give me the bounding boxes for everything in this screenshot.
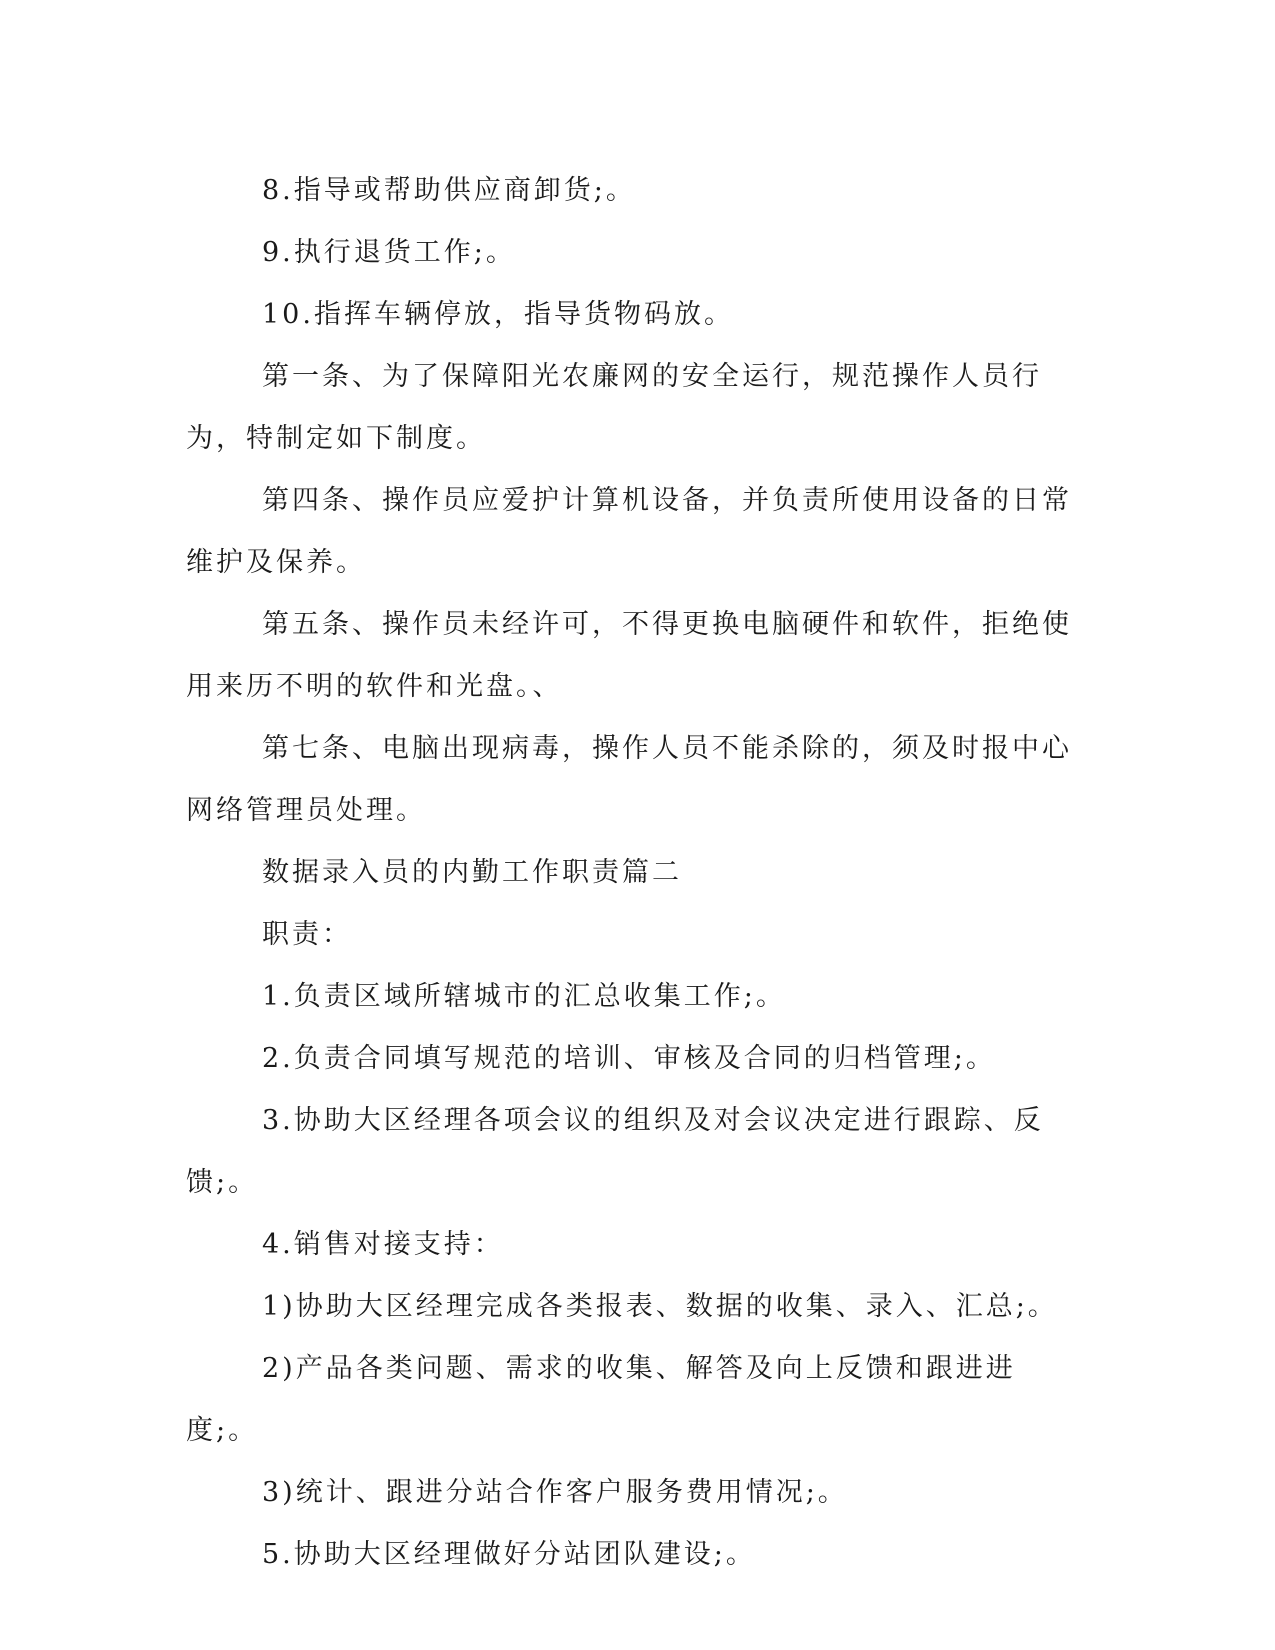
paragraph: 10.指挥车辆停放，指导货物码放。 xyxy=(262,299,734,330)
document-body xyxy=(186,160,1086,1586)
paragraph: 3.协助大区经理各项会议的组织及对会议决定进行跟踪、反馈;。 xyxy=(186,1105,1044,1198)
paragraph: 第四条、操作员应爱护计算机设备，并负责所使用设备的日常维护及保养。 xyxy=(186,485,1072,578)
paragraph: 8.指导或帮助供应商卸货;。 xyxy=(262,175,636,206)
paragraph: 第七条、电脑出现病毒，操作人员不能杀除的，须及时报中心网络管理员处理。 xyxy=(186,733,1072,826)
paragraph: 1)协助大区经理完成各类报表、数据的收集、录入、汇总;。 xyxy=(262,1291,1058,1322)
paragraph: 2)产品各类问题、需求的收集、解答及向上反馈和跟进进度;。 xyxy=(186,1353,1016,1446)
paragraph: 5.协助大区经理做好分站团队建设;。 xyxy=(262,1539,756,1570)
paragraph: 2.负责合同填写规范的培训、审核及合同的归档管理;。 xyxy=(262,1043,996,1074)
paragraph: 1.负责区域所辖城市的汇总收集工作;。 xyxy=(262,981,786,1012)
paragraph: 4.销售对接支持： xyxy=(262,1229,504,1260)
paragraph: 3)统计、跟进分站合作客户服务费用情况;。 xyxy=(262,1477,848,1508)
section-heading: 数据录入员的内勤工作职责篇二 xyxy=(262,857,682,888)
paragraph: 9.执行退货工作;。 xyxy=(262,237,516,268)
paragraph: 职责： xyxy=(262,919,352,950)
paragraph: 第一条、为了保障阳光农廉网的安全运行，规范操作人员行为，特制定如下制度。 xyxy=(186,361,1042,454)
paragraph: 第五条、操作员未经许可，不得更换电脑硬件和软件，拒绝使用来历不明的软件和光盘。、 xyxy=(186,609,1072,702)
